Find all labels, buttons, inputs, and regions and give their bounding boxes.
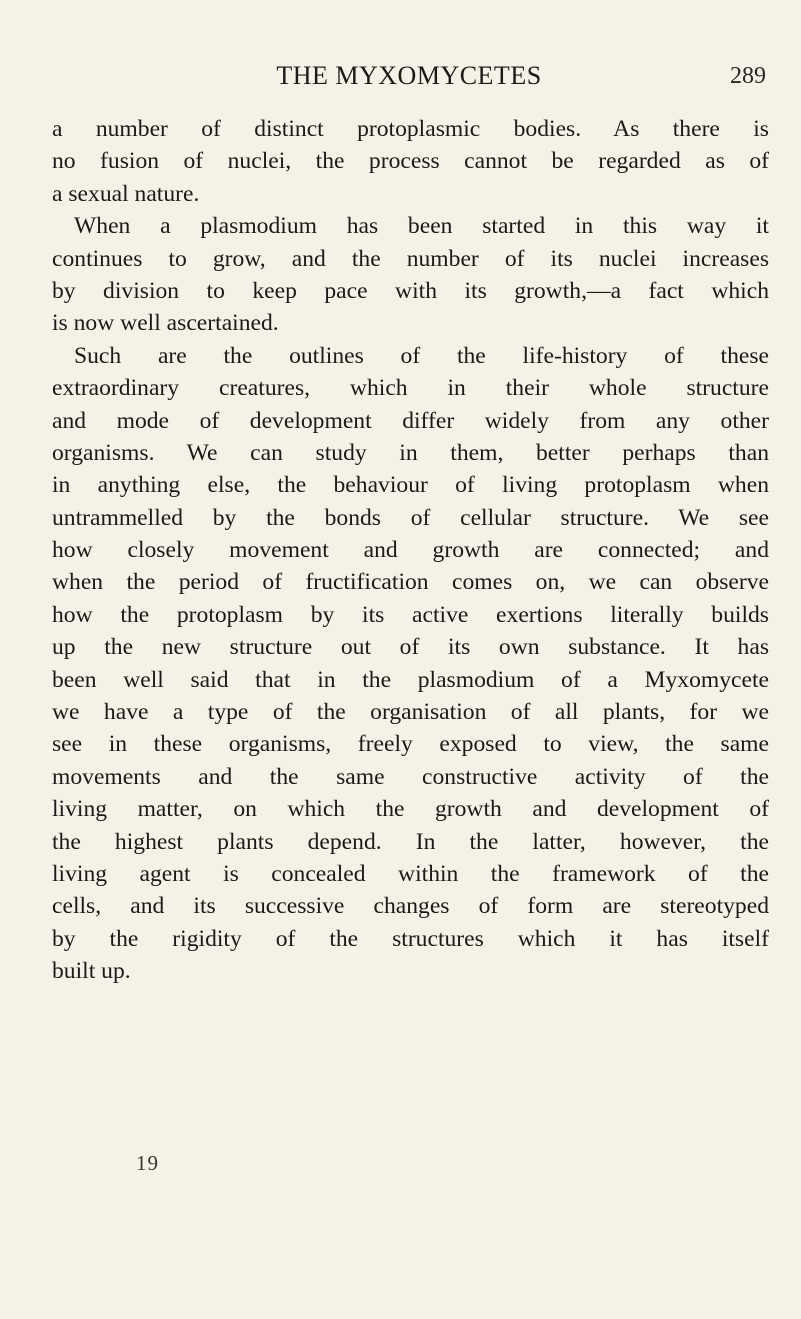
running-head: THE MYXOMYCETES	[276, 61, 542, 90]
text-line: how the protoplasm by its active exertions literally builds	[52, 601, 769, 628]
text-line: Such are the outlines of the life-history of these	[74, 342, 769, 369]
text-line: by division to keep pace with its growth,—a fact which	[52, 277, 769, 304]
text-line: living matter, on which the growth and development of	[52, 796, 769, 823]
text-line: organisms. We can study in them, better perhaps than	[52, 439, 769, 466]
text-line: the highest plants depend. In the latter, however, the	[52, 828, 769, 855]
text-line: untrammelled by the bonds of cellular structure. We see	[52, 504, 769, 531]
text-line: cells, and its successive changes of form are stereotyped	[52, 893, 769, 920]
text-line: how closely movement and growth are connected; and	[52, 537, 769, 564]
text-line: living agent is concealed within the framework of the	[52, 860, 769, 887]
text-line: extraordinary creatures, which in their whole structure	[52, 375, 769, 402]
text-line: a sexual nature.	[52, 180, 200, 207]
text-line: when the period of fructification comes on, we can observe	[52, 569, 769, 596]
text-line: no fusion of nuclei, the process cannot be regarded as of	[52, 148, 769, 175]
text-line: see in these organisms, freely exposed to view, the same	[52, 731, 769, 758]
text-line: When a plasmodium has been started in this way it	[74, 213, 769, 240]
text-line: built up.	[52, 958, 131, 985]
signature-mark: 19	[136, 1151, 159, 1175]
text-line: movements and the same constructive activity of the	[52, 763, 769, 790]
text-line: up the new structure out of its own substance. It has	[52, 634, 769, 661]
text-line: and mode of development differ widely from any other	[52, 407, 769, 434]
text-line: we have a type of the organisation of all plants, for we	[52, 699, 769, 726]
text-line: been well said that in the plasmodium of a Myxomycete	[52, 666, 769, 693]
text-line: is now well ascertained.	[52, 310, 279, 337]
text-line: by the rigidity of the structures which it has itself	[52, 925, 769, 952]
page-header	[52, 60, 766, 100]
text-line: continues to grow, and the number of its nuclei increases	[52, 245, 769, 272]
body-text	[52, 113, 769, 988]
page-number: 289	[730, 63, 766, 89]
text-line: a number of distinct protoplasmic bodies. As there is	[52, 116, 769, 142]
text-line: in anything else, the behaviour of living protoplasm when	[52, 472, 769, 499]
